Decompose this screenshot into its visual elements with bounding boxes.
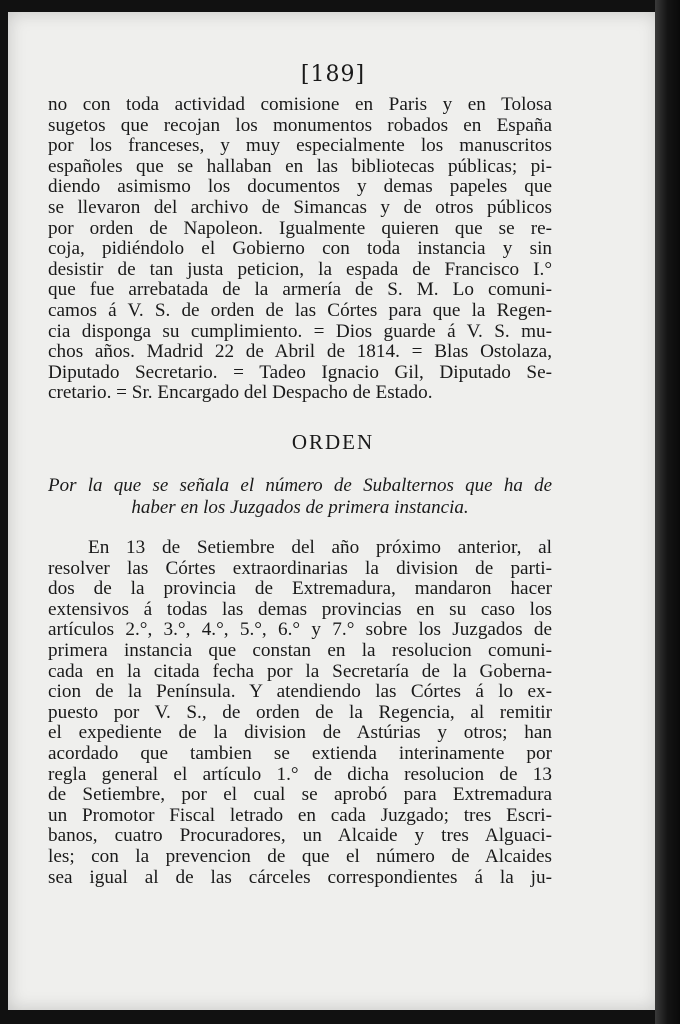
text-line: sugetos que recojan los monumentos robados en España bbox=[48, 114, 552, 136]
page-number: [189] bbox=[300, 62, 366, 87]
text-line: cretario. = Sr. Encargado del Despacho de Estado. bbox=[48, 382, 433, 404]
section-heading: ORDEN bbox=[291, 430, 375, 454]
text-line: camos á V. S. de orden de las Córtes para que la Regen- bbox=[48, 299, 552, 321]
subtitle-line: haber en los Juzgados de primera instancia. bbox=[131, 497, 469, 518]
subtitle-line: Por la que se señala el número de Subalternos que ha de bbox=[48, 475, 552, 496]
text-line: cion de la Península. Y atendiendo las Córtes á lo ex- bbox=[48, 681, 552, 703]
text-line: sea igual al de las cárceles correspondientes á la ju- bbox=[48, 866, 552, 888]
text-line: diendo asimismo los documentos y demas papeles que bbox=[48, 176, 552, 198]
text-line: un Promotor Fiscal letrado en cada Juzgado; tres Escri- bbox=[48, 804, 552, 826]
text-line: banos, cuatro Procuradores, un Alcaide y tres Alguaci- bbox=[48, 825, 552, 847]
text-line: por los franceses, y muy especialmente los manuscritos bbox=[48, 135, 552, 157]
text-line: chos años. Madrid 22 de Abril de 1814. = Blas Ostolaza, bbox=[48, 341, 552, 363]
text-line: dos de la provincia de Extremadura, mandaron hacer bbox=[48, 578, 552, 600]
text-line: el expediente de la division de Astúrias y otros; han bbox=[48, 722, 552, 744]
text-line: no con toda actividad comisione en Paris y en Tolosa bbox=[48, 94, 552, 115]
text-line: primera instancia que constan en la resolucion comuni- bbox=[48, 639, 552, 661]
text-line: cada en la citada fecha por la Secretaría de la Goberna- bbox=[48, 660, 552, 682]
text-line: coja, pidiéndolo el Gobierno con toda instancia y sin bbox=[48, 238, 552, 260]
text-line: de Setiembre, por el cual se aprobó para Extremadura bbox=[48, 784, 552, 806]
text-line: cia disponga su cumplimiento. = Dios guarde á V. S. mu- bbox=[48, 320, 552, 342]
book-spine-shadow bbox=[655, 0, 680, 1024]
text-line: puesto por V. S., de orden de la Regencia, al remitir bbox=[48, 701, 552, 723]
text-line: desistir de tan justa peticion, la espada de Francisco I.° bbox=[48, 258, 552, 280]
text-line: les; con la prevencion de que el número de Alcaides bbox=[48, 845, 552, 867]
text-line: acordado que tambien se extienda interinamente por bbox=[48, 742, 552, 764]
text-line: por orden de Napoleon. Igualmente quieren que se re- bbox=[48, 217, 552, 239]
text-line: En 13 de Setiembre del año próximo anterior, al bbox=[88, 537, 552, 558]
text-line: Diputado Secretario. = Tadeo Ignacio Gil, Diputado Se- bbox=[48, 361, 552, 383]
text-line: que fue arrebatada de la armería de S. M. Lo comuni- bbox=[48, 279, 552, 301]
text-line: españoles que se hallaban en las bibliotecas públicas; pi- bbox=[48, 155, 552, 177]
text-line: se llevaron del archivo de Simancas y de otros públicos bbox=[48, 196, 552, 218]
text-line: resolver las Córtes extraordinarias la division de parti- bbox=[48, 557, 552, 579]
paragraph-1 bbox=[48, 95, 552, 404]
paragraph-2 bbox=[48, 538, 552, 888]
book-page bbox=[8, 12, 658, 1010]
text-line: extensivos á todas las demas provincias en su caso los bbox=[48, 598, 552, 620]
text-line: artículos 2.°, 3.°, 4.°, 5.°, 6.° y 7.° sobre los Juzgados de bbox=[48, 619, 552, 641]
section-subtitle bbox=[48, 475, 552, 519]
text-line: regla general el artículo 1.° de dicha resolucion de 13 bbox=[48, 763, 552, 785]
